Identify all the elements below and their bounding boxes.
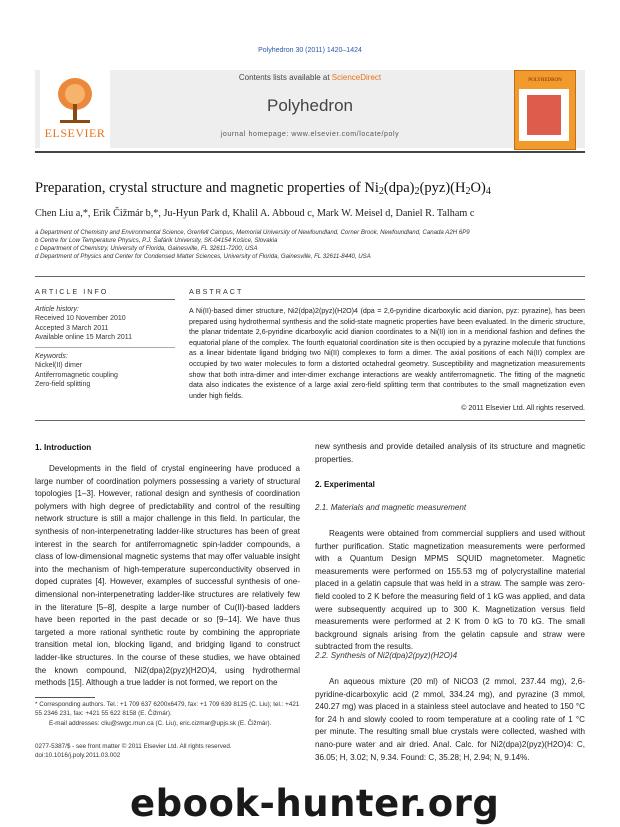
title-sub: 2 bbox=[465, 186, 471, 197]
online-date: Available online 15 March 2011 bbox=[35, 334, 133, 342]
article-info-heading: ARTICLE INFO bbox=[35, 287, 109, 296]
author-list: Chen Liu a,*, Erik Čižmár b,*, Ju-Hyun Park d, Khalil A. Abboud c, Mark W. Meisel d, Daniel R. Talham c bbox=[35, 208, 475, 219]
experimental-heading: 2. Experimental bbox=[315, 480, 375, 489]
materials-subheading: 2.1. Materials and magnetic measurement bbox=[315, 503, 467, 512]
cover-title: POLYHEDRON bbox=[528, 78, 562, 83]
title-sub: 2 bbox=[414, 186, 420, 197]
keyword-item: Nickel(II) dimer bbox=[35, 362, 83, 370]
contents-line bbox=[120, 73, 500, 82]
email-footnote[interactable]: E-mail addresses: cliu@swgc.mun.ca (C. Liu), eric.cizmar@upjs.sk (E. Čižmár). bbox=[49, 720, 272, 727]
keyword-item: Antiferromagnetic coupling bbox=[35, 371, 118, 379]
issn-line: 0277-5387/$ - see front matter © 2011 Elsevier Ltd. All rights reserved. bbox=[35, 743, 232, 750]
affiliation-c: c Department of Chemistry, University of Florida, Gainesville, FL 32611-7200, USA bbox=[35, 245, 258, 252]
materials-paragraph: Reagents were obtained from commercial suppliers and used without further purification. Static magnetization measurements were performed with a Quantum Design MPMS SQUID magnetometer. Magnetic measurements were performed on 155.53 mg of polycrystalline material placed in a gelatin capsule that was held in a straw. The sample was zero-field cooled to 2 K before the measuring field of 1 kG was applied, and data were subsequently acquired up to 300 K. Magnetization versus field measurements were performed at 2 K from 0 kG to 70 kG. The small background signals arising from the gelatin capsule and straw were subtracted from the results. bbox=[315, 529, 585, 652]
synthesis-text bbox=[315, 676, 585, 764]
introduction-text bbox=[35, 463, 300, 689]
journal-title: Polyhedron bbox=[266, 96, 353, 115]
article-title bbox=[35, 180, 595, 197]
elsevier-tree-icon bbox=[54, 74, 96, 126]
title-part: (pyz)(H bbox=[419, 180, 466, 196]
received-date: Received 10 November 2010 bbox=[35, 315, 126, 323]
synthesis-subheading: 2.2. Synthesis of Ni2(dpa)2(pyz)(H2O)4 bbox=[315, 651, 458, 660]
journal-citation[interactable]: Polyhedron 30 (2011) 1420–1424 bbox=[258, 47, 362, 54]
title-part: O) bbox=[470, 180, 486, 196]
title-sub: 4 bbox=[485, 186, 491, 197]
cover-art bbox=[527, 95, 561, 135]
article-history bbox=[35, 305, 175, 343]
copyright-notice: © 2011 Elsevier Ltd. All rights reserved. bbox=[461, 404, 585, 412]
affiliation-b: b Centre for Low Temperature Physics, P.J. Šafárik University, SK-04154 Košice, Slovakia bbox=[35, 237, 278, 244]
introduction-heading: 1. Introduction bbox=[35, 443, 92, 452]
title-text: Preparation, crystal structure and magnetic properties of Ni bbox=[35, 180, 379, 196]
doi-link[interactable]: doi:10.1016/j.poly.2011.03.002 bbox=[35, 752, 121, 759]
accepted-date: Accepted 3 March 2011 bbox=[35, 324, 109, 332]
introduction-continued bbox=[315, 441, 585, 466]
keyword-item: Zero-field splitting bbox=[35, 381, 91, 389]
title-sub: 2 bbox=[378, 186, 384, 197]
elsevier-logo[interactable] bbox=[40, 70, 110, 148]
keywords-block bbox=[35, 352, 175, 390]
introduction-paragraph: Developments in the field of crystal engineering have produced a large number of coordination polymers possessing a variety of structural topologies [1–3]. However, rational design and synthesis of coordination polymers with high degree of predictability and control of the resulting network structure is still a major challenge in this field. In particular, the synthesis of non-interpenetrating ladder-like structures has been of great interest in the search for antiferromagnetic spin-ladder compounds, a class of low-dimensional magnetic systems that may offer valuable insight into the mechanism of high-temperature superconductivity observed in doped cuprates [4]. However, examples of successful synthesis of one-dimensional non-interpenetrating ladder-like structures are relatively few in the literature [5–8], despite a large number of Cu(II)-based ladders have been reported in the past decade or so [9–14]. We have thus targeted a more rational synthetic route by combining the appropriate transition metal ion, blocking ligand, and bridging ligand to construct ladder-like structures. In the course of these studies, we have obtained the known compound, Ni2(dpa)2(pyz)(H2O)4, using hydrothermal methods [15]. Although a true ladder is not formed, we report on the bbox=[35, 464, 300, 688]
footnote-rule bbox=[35, 697, 95, 698]
journal-homepage[interactable]: journal homepage: www.elsevier.com/locate/poly bbox=[220, 131, 400, 138]
affiliation-a: a Department of Chemistry and Environmental Science, Grenfell Campus, Memorial University of Newfoundland, Corner Brook, Newfoundland, Canada A2H 6P9 bbox=[35, 229, 470, 236]
synthesis-paragraph: An aqueous mixture (20 ml) of NiCO3 (2 mmol, 237.44 mg), 2,6-pyridine-dicarboxylic acid (2 mmol, 334.24 mg), and pyrazine (3 mmol, 240.27 mg) was placed in a stainless steel autoclave and heated to 150 °C for 24 h and slowly cooled to room temperature at a cooling rate of 1 °C per minute. The resulting small blue crystals were collected, washed with nano-pure water and air dried. Anal. Calc. for Ni2(dpa)2(pyz)(H2O)4: C, 36.05; H, 3.02; N, 9.34. Found: C, 35.28; H, 2.94; N, 9.14%. bbox=[315, 677, 585, 762]
info-divider bbox=[35, 347, 175, 348]
history-label: Article history: bbox=[35, 306, 79, 313]
header-rule bbox=[35, 151, 585, 153]
title-part: (dpa) bbox=[383, 180, 415, 196]
sciencedirect-link[interactable]: ScienceDirect bbox=[331, 73, 382, 82]
corresponding-footnote: * Corresponding authors. Tel.: +1 709 637 6200x6479, fax: +1 709 639 8125 (C. Liu); tel.: +421 55 2346 231, fax: +421 55 622 8158 (E. Čižmár). bbox=[35, 701, 300, 717]
abstract-bottom-rule bbox=[35, 420, 585, 421]
abstract-heading: ABSTRACT bbox=[189, 287, 244, 296]
info-rule bbox=[35, 299, 175, 300]
elsevier-wordmark: ELSEVIER bbox=[44, 126, 106, 140]
keywords-label: Keywords: bbox=[35, 353, 68, 360]
introduction-paragraph-cont: new synthesis and provide detailed analysis of its structure and magnetic properties. bbox=[315, 442, 585, 464]
abstract-rule bbox=[189, 299, 585, 300]
materials-text bbox=[315, 528, 585, 654]
journal-cover[interactable] bbox=[514, 70, 576, 150]
contents-prefix: Contents lists available at bbox=[238, 73, 332, 82]
watermark-text: ebook-hunter.org bbox=[130, 782, 500, 825]
affiliation-d: d Department of Physics and Center for Condensed Matter Sciences, University of Florida, Gainesville, FL 32611-8440, USA bbox=[35, 253, 371, 260]
section-rule bbox=[35, 276, 585, 277]
abstract-text: A Ni(II)-based dimer structure, Ni2(dpa)2(pyz)(H2O)4 (dpa = 2,6-pyridine dicarboxylic acid dianion, pyz: pyrazine), has been prepared using hydrothermal synthesis and the solid-state magnetic properties have been evaluated. In the dimeric structure, the planar tridentate 2,6-pyridine dicarboxylic acid dianion coordinates to a Ni(II) ion in a meridional fashion and defines the equatorial plane of the complex. The fourth equatorial coordination site is then occupied by a pyrazine molecule that functions as a linear bidentate ligand bridging two Ni(II) complexes to form a dimer. The axial positions of each Ni(II) complex are occupied by two water molecules to form a distorted octahedral geometry. Susceptibility and magnetization measurements show that both intra-dimer and inter-dimer exchange interactions are weakly antiferromagnetic. The fitting of the magnetic data also indicates the existence of a large axial zero-field splitting term that contributes to the small magnetization even under high fields. bbox=[189, 307, 585, 400]
cover-image bbox=[519, 89, 569, 141]
